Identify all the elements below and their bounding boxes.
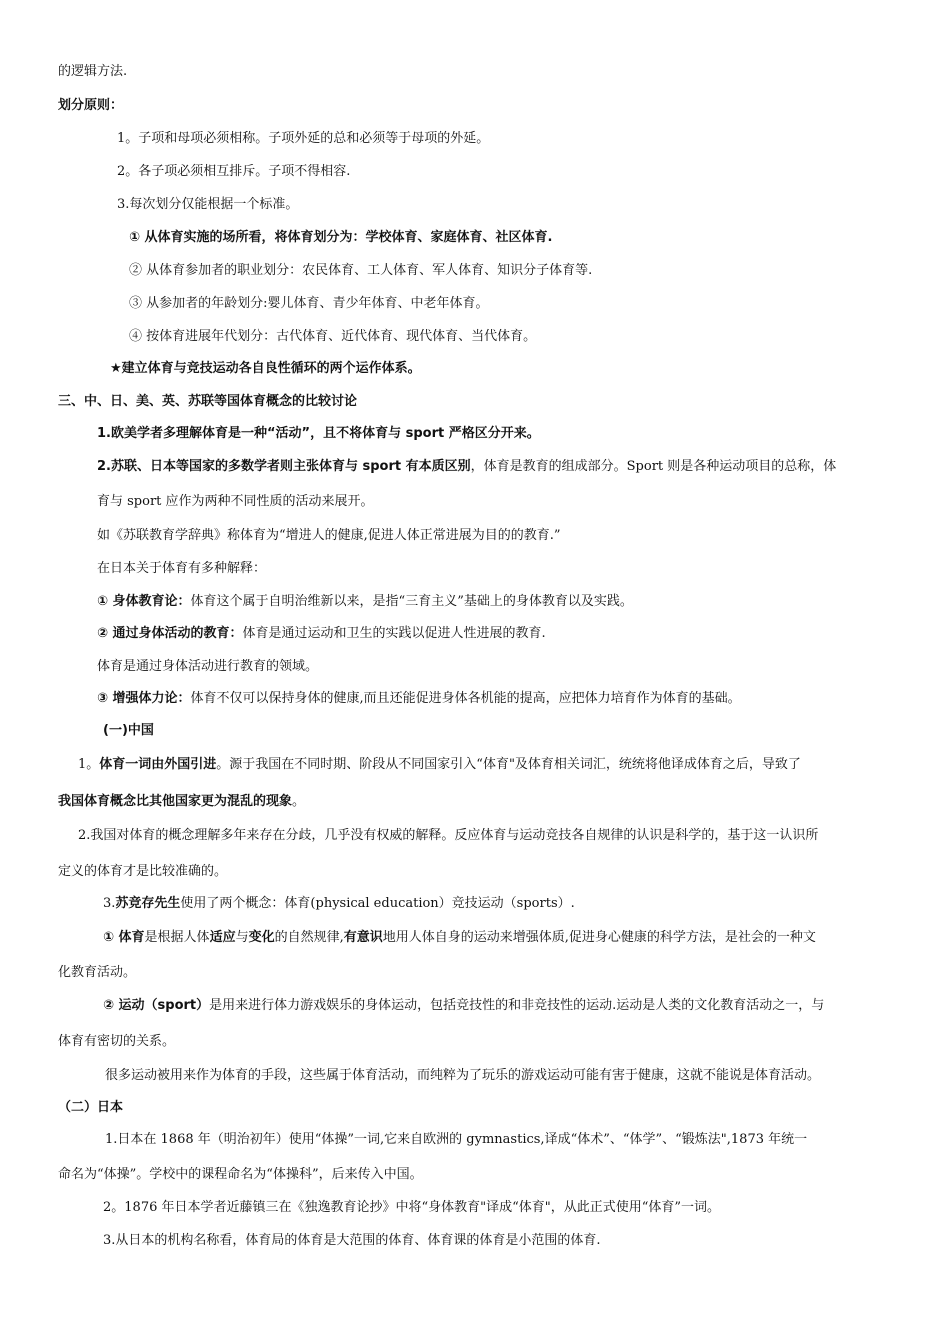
paragraph-line [97, 624, 546, 644]
list-item: ③ 从参加者的年龄划分:婴儿体育、青少年体育、中老年体育。 [129, 296, 489, 311]
bold-text: 苏竞存先生 [115, 896, 181, 911]
text-span: 。源于我国在不同时期、阶段从不同国家引入“体育"及体育相关词汇，统统将他译成体育之后，导致了 [216, 757, 801, 772]
bold-text: ③ 增强体力论： [97, 691, 191, 706]
paragraph-line [97, 424, 540, 444]
bold-text: 我国体育概念比其他国家更为混乱的现象 [58, 794, 293, 809]
paragraph-line: 3.从日本的机构名称看，体育局的体育是大范围的体育、体育课的体育是小范围的体育. [103, 1233, 601, 1248]
text-span: 1。 [78, 757, 100, 772]
text-span: 地用人体自身的运动来增强体质,促进身心健康的科学方法，是社会的一种文 [382, 930, 816, 945]
text-span: 使用了两个概念：体育(physical education）竞技运动（sports）. [180, 896, 575, 911]
paragraph-line [97, 592, 633, 612]
highlight-line [110, 359, 421, 379]
text-span: 体育是通过运动和卫生的实践以促进人性进展的教育. [242, 626, 546, 641]
text-span: 是用来进行体力游戏娱乐的身体运动，包括竞技性的和非竞技性的运动.运动是人类的文化教育活动之一，与 [209, 998, 825, 1013]
bold-text: ★建立体育与竞技运动各自良性循环的两个运作体系。 [110, 361, 421, 376]
paragraph-line [97, 457, 836, 477]
text-span: 与 [235, 930, 249, 945]
paragraph-line [103, 996, 824, 1016]
bold-text: 变化 [248, 930, 275, 945]
bold-text: 三、中、日、美、英、苏联等国体育概念的比较讨论 [58, 394, 358, 409]
section-heading [58, 96, 123, 116]
bold-text: ① 身体教育论： [97, 594, 191, 609]
list-item: ② 从体育参加者的职业划分：农民体育、工人体育、军人体育、知识分子体育等. [129, 263, 593, 278]
text-span: 体育不仅可以保持身体的健康,而且还能促进身体各机能的提高，应把体力培育作为体育的基础。 [190, 691, 741, 706]
paragraph-line: 定义的体育才是比较准确的。 [58, 864, 228, 879]
paragraph-line: 育与 sport 应作为两种不同性质的活动来展开。 [97, 494, 374, 509]
paragraph-line: 1.日本在 1868 年（明治初年）使用“体操”一词,它来自欧洲的 gymnastics,译成“体术”、“体学”、“锻炼法",1873 年统一 [105, 1132, 808, 1147]
list-item: 1。子项和母项必须相称。子项外延的总和必须等于母项的外延。 [117, 131, 490, 146]
paragraph-line: 命名为“体操”。学校中的课程命名为“体操科”，后来传入中国。 [58, 1167, 423, 1182]
text-span: 的自然规律, [274, 930, 344, 945]
text-span: 体育这个属于自明治维新以来，是指“三育主义”基础上的身体教育以及实践。 [190, 594, 633, 609]
paragraph-line [103, 928, 816, 948]
text-span: 3. [103, 896, 116, 911]
text-line: 的逻辑方法. [58, 64, 128, 79]
paragraph-line [78, 755, 801, 775]
list-item: 3.每次划分仅能根据一个标准。 [117, 197, 299, 212]
bold-text: ① 体育 [103, 930, 145, 945]
subsection-heading [103, 721, 154, 741]
paragraph-line: 化教育活动。 [58, 965, 137, 980]
paragraph-line: 2。1876 年日本学者近藤镇三在《独逸教育论抄》中将“身体教育"译成“体育"，从此正式使用“体育”一词。 [103, 1200, 721, 1215]
bold-text: (一)中国 [103, 723, 154, 738]
paragraph-line [103, 894, 575, 914]
paragraph-line: 2.我国对体育的概念理解多年来存在分歧，几乎没有权威的解释。反应体育与运动竞技各自规律的认识是科学的，基于这一认识所 [78, 828, 819, 843]
bold-text: 划分原则： [58, 98, 124, 113]
bold-text: 适应 [209, 930, 236, 945]
paragraph-line: 很多运动被用来作为体育的手段，这些属于体育活动，而纯粹为了玩乐的游戏运动可能有害于健康，这就不能说是体育活动。 [105, 1068, 821, 1083]
paragraph-line [97, 689, 741, 709]
list-item: ④ 按体育进展年代划分：古代体育、近代体育、现代体育、当代体育。 [129, 329, 537, 344]
bold-text: 体育一词由外国引进 [99, 757, 217, 772]
list-item [129, 228, 552, 248]
text-span: ，体育是教育的组成部分。Sport 则是各种运动项目的总称，体 [470, 459, 837, 474]
text-span: 。 [292, 794, 306, 809]
bold-text: 1.欧美学者多理解体育是一种“活动”，且不将体育与 sport 严格区分开来。 [97, 426, 540, 441]
paragraph-line: 如《苏联教育学辞典》称体育为“增进人的健康,促进人体正常进展为目的的教育.” [97, 528, 561, 543]
list-item: 2。各子项必须相互排斥。子项不得相容. [117, 164, 351, 179]
bold-text: 有意识 [343, 930, 383, 945]
subsection-heading [58, 1098, 123, 1118]
paragraph-line: 在日本关于体育有多种解释： [97, 561, 267, 576]
bold-text: ① 从体育实施的场所看，将体育划分为：学校体育、家庭体育、社区体育. [129, 230, 553, 245]
paragraph-line: 体育有密切的关系。 [58, 1034, 176, 1049]
text-span: 是根据人体 [144, 930, 210, 945]
bold-text: 2.苏联、日本等国家的多数学者则主张体育与 sport 有本质区别 [97, 459, 471, 474]
paragraph-line: 体育是通过身体活动进行教育的领域。 [97, 659, 319, 674]
bold-text: ② 通过身体活动的教育： [97, 626, 243, 641]
section-heading [58, 392, 357, 412]
paragraph-line [58, 792, 305, 812]
bold-text: （二）日本 [58, 1100, 124, 1115]
bold-text: ② 运动（sport） [103, 998, 210, 1013]
